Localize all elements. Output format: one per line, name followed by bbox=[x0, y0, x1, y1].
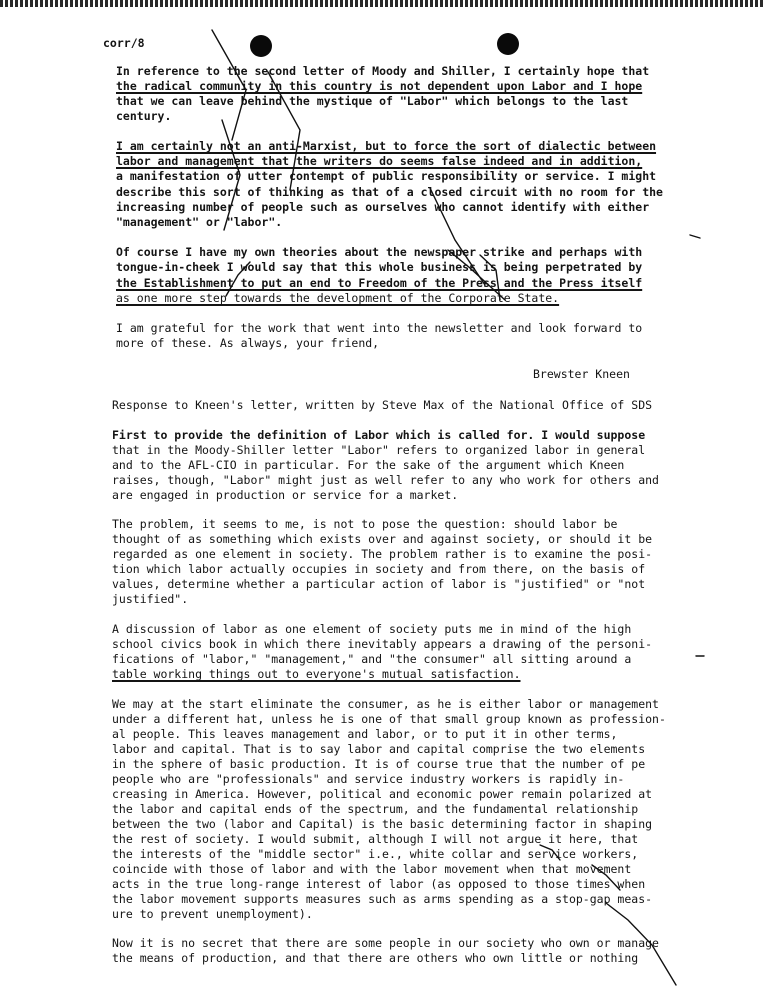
response-line: labor and capital. That is to say labor and capital comprise the two elements bbox=[112, 742, 646, 756]
response-line: values, determine whether a particular action of labor is "justified" or "not bbox=[112, 577, 646, 591]
response-line: school civics book in which there inevitably appears a drawing of the personi- bbox=[112, 637, 653, 651]
response-line: are engaged in production or service for a market. bbox=[112, 488, 459, 502]
response-heading: Response to Kneen's letter, written by Steve Max of the National Office of SDS bbox=[112, 398, 653, 412]
letter-line: the Establishment to put an end to Freedom of the Press and the Press itself bbox=[116, 276, 643, 290]
pen-stroke bbox=[430, 188, 485, 285]
pen-stroke bbox=[222, 120, 240, 230]
response-line: raises, though, "Labor" might just as well refer to any who work for others and bbox=[112, 473, 659, 487]
pen-stroke bbox=[606, 903, 676, 985]
response-line: and to the AFL-CIO in particular. For the sake of the argument which Kneen bbox=[112, 458, 625, 472]
response-line: table working things out to everyone's mutual satisfaction. bbox=[112, 667, 521, 681]
letter-line: a manifestation of utter contempt of public responsibility or service. I might bbox=[116, 169, 657, 183]
letter-line: increasing number of people such as ourselves who cannot identify with either bbox=[116, 200, 650, 214]
response-line: people who are "professionals" and service industry workers is rapidly in- bbox=[112, 772, 625, 786]
response-line: the labor movement supports measures such as arms spending as a stop-gap meas- bbox=[112, 892, 653, 906]
letter-line: In reference to the second letter of Moody and Shiller, I certainly hope that bbox=[116, 64, 650, 78]
pen-stroke bbox=[268, 72, 300, 190]
letter-line: Of course I have my own theories about the newspaper strike and perhaps with bbox=[116, 245, 643, 259]
pen-stroke bbox=[592, 865, 620, 890]
response-line: tion which labor actually occupies in society and from there, on the basis of bbox=[112, 562, 646, 576]
pen-stroke bbox=[226, 262, 250, 296]
letter-line: I am grateful for the work that went into the newsletter and look forward to bbox=[116, 321, 643, 335]
pen-stroke bbox=[540, 845, 560, 860]
page-reference: corr/8 bbox=[103, 36, 145, 50]
letter-line: the radical community in this country is not dependent upon Labor and I hope bbox=[116, 79, 643, 93]
response-line: regarded as one element in society. The problem rather is to examine the posi- bbox=[112, 547, 653, 561]
signature: Brewster Kneen bbox=[533, 367, 630, 381]
response-line: ure to prevent unemployment). bbox=[112, 907, 313, 921]
letter-line: I am certainly not an anti-Marxist, but to force the sort of dialectic between bbox=[116, 139, 657, 153]
pen-stroke bbox=[690, 235, 700, 238]
response-line: that in the Moody-Shiller letter "Labor" refers to organized labor in general bbox=[112, 443, 646, 457]
response-line: the rest of society. I would submit, although I will not argue it here, that bbox=[112, 832, 639, 846]
letter-line: "management" or "labor". bbox=[116, 215, 283, 229]
response-line: We may at the start eliminate the consumer, as he is either labor or management bbox=[112, 697, 659, 711]
letter-line: describe this sort of thinking as that of a closed circuit with no room for the bbox=[116, 185, 663, 199]
letter-line: that we can leave behind the mystique of "Labor" which belongs to the last bbox=[116, 94, 629, 108]
pen-stroke bbox=[212, 30, 246, 140]
response-line: A discussion of labor as one element of society puts me in mind of the high bbox=[112, 622, 632, 636]
response-line: coincide with those of labor and with the labor movement when that movement bbox=[112, 862, 632, 876]
letter-line: century. bbox=[116, 109, 172, 123]
response-line: fications of "labor," "management," and "the consumer" all sitting around a bbox=[112, 652, 632, 666]
response-line: Now it is no secret that there are some people in our society who own or manage bbox=[112, 936, 659, 950]
response-line: in the sphere of basic production. It is of course true that the number of pe bbox=[112, 757, 646, 771]
response-line: the interests of the "middle sector" i.e., white collar and service workers, bbox=[112, 847, 639, 861]
response-line: under a different hat, unless he is one of that small group known as profession- bbox=[112, 712, 666, 726]
response-line: The problem, it seems to me, is not to pose the question: should labor be bbox=[112, 517, 618, 531]
response-line: thought of as something which exists over and against society, or should it be bbox=[112, 532, 653, 546]
letter-line: tongue-in-cheek I would say that this whole business is being perpetrated by bbox=[116, 260, 643, 274]
letter-line: as one more step towards the development of the Corporate State. bbox=[116, 291, 560, 305]
response-line: the labor and capital ends of the spectrum, and the fundamental relationship bbox=[112, 802, 639, 816]
response-line: al people. This leaves management and labor, or to put it in other terms, bbox=[112, 727, 618, 741]
response-line: the means of production, and that there are others who own little or nothing bbox=[112, 951, 639, 965]
response-line: creasing in America. However, political and economic power remain polarized at bbox=[112, 787, 653, 801]
letter-line: labor and management that the writers do seems false indeed and in addition, bbox=[116, 154, 643, 168]
response-line: justified". bbox=[112, 592, 189, 606]
letter-line: more of these. As always, your friend, bbox=[116, 336, 380, 350]
response-line: between the two (labor and Capital) is the basic determining factor in shaping bbox=[112, 817, 653, 831]
response-line: acts in the true long-range interest of labor (as opposed to those times when bbox=[112, 877, 646, 891]
response-line: First to provide the definition of Labor which is called for. I would suppose bbox=[112, 428, 646, 442]
